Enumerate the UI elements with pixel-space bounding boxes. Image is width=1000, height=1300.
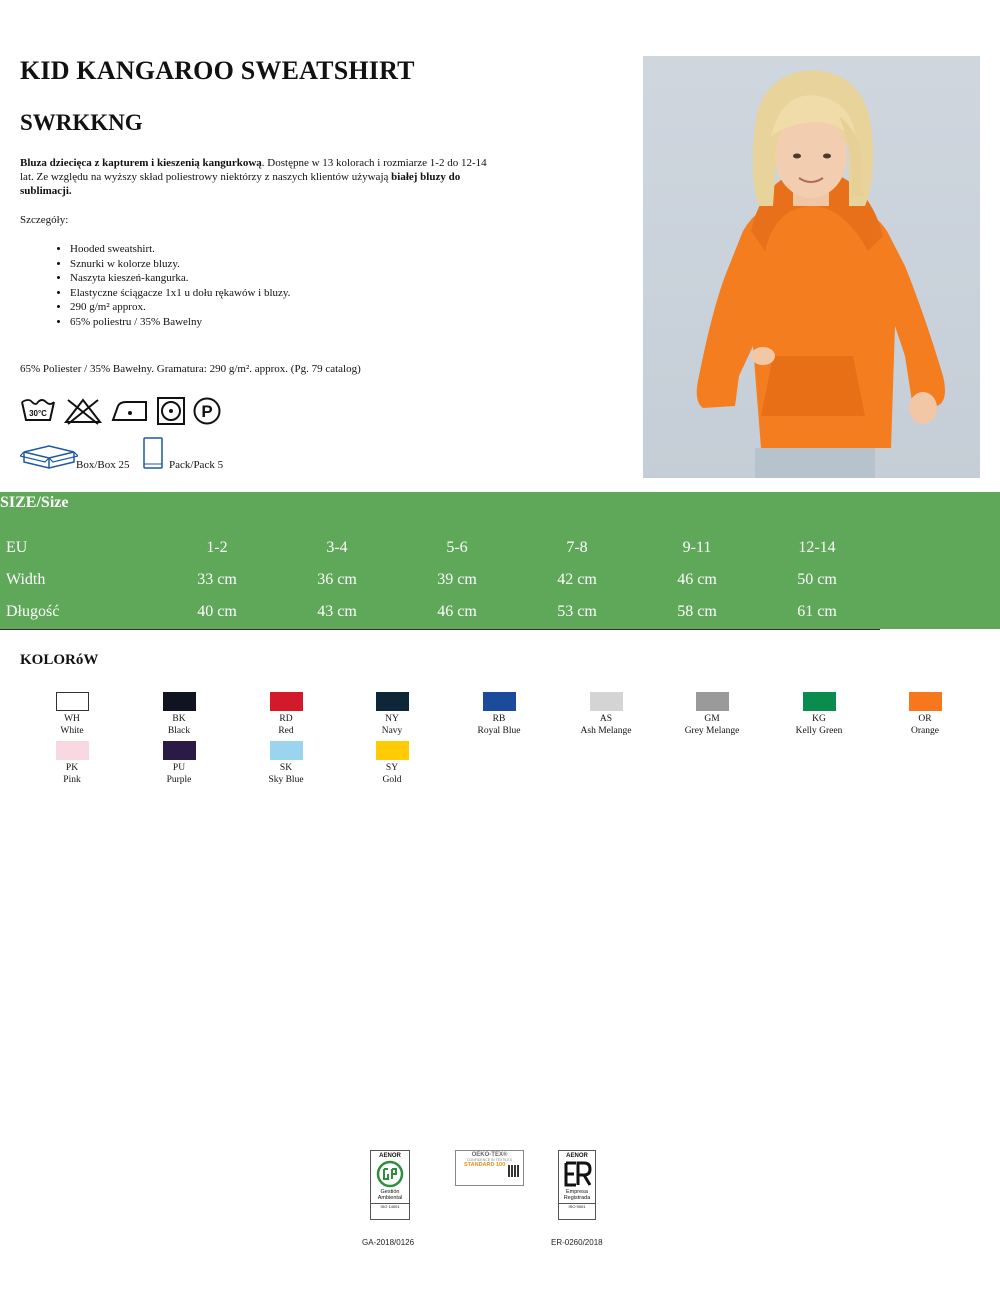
- aenor-er-line2: Registrada: [563, 1195, 591, 1201]
- color-swatch[interactable]: [22, 692, 122, 737]
- color-swatch[interactable]: [449, 692, 549, 737]
- size-cell: 58 cm: [677, 603, 717, 620]
- color-name: Ash Melange: [580, 726, 632, 736]
- er-emblem-icon: [560, 1159, 594, 1189]
- details-label: Szczegóły:: [20, 214, 69, 226]
- pack-icon: [142, 436, 164, 470]
- color-swatch[interactable]: [129, 741, 229, 786]
- color-chip: [376, 692, 409, 711]
- color-chip: [163, 741, 196, 760]
- size-cell: 33 cm: [197, 571, 237, 588]
- wash-30-icon: [20, 396, 56, 426]
- aenor-ga-line2: Ambiental: [377, 1195, 403, 1201]
- size-row-label: Długość: [6, 603, 60, 620]
- oeko-tex-logo: [455, 1150, 524, 1186]
- size-cell: 40 cm: [197, 603, 237, 620]
- description-text: . Dostępne w 13 kolorach i rozmiarze 1-2 do 12-14 lat. Ze względu na wyższy skład poliestrowy niektórzy z naszych klientów używają: [20, 157, 487, 183]
- oeko-brand: OEKO-TEX®: [471, 1152, 508, 1158]
- size-header-cell: 7-8: [566, 539, 588, 556]
- aenor-gestion-ambiental-logo: [370, 1150, 410, 1220]
- size-cell: 36 cm: [317, 571, 357, 588]
- aenor-er-iso: ISO 9001: [559, 1203, 595, 1209]
- color-code: AS: [599, 714, 613, 724]
- size-cell: 39 cm: [437, 571, 477, 588]
- color-name: Grey Melange: [684, 726, 740, 736]
- color-code: SK: [279, 763, 293, 773]
- aenor-er-brand: AENOR: [566, 1153, 588, 1159]
- color-name: Pink: [63, 775, 81, 785]
- color-swatch[interactable]: [236, 741, 336, 786]
- color-swatch[interactable]: [342, 692, 442, 737]
- size-header-cell: 1-2: [206, 539, 228, 556]
- size-cell: 61 cm: [797, 603, 837, 620]
- color-swatch[interactable]: [342, 741, 442, 786]
- size-header-cell: 12-14: [798, 539, 836, 556]
- features-list: [50, 242, 290, 329]
- color-name: Purple: [166, 775, 192, 785]
- iron-low-icon: [110, 396, 150, 426]
- size-table-divider: [0, 629, 880, 630]
- feature-item: • Hooded sweatshirt.: [70, 242, 290, 257]
- aenor-ga-line1: Gestión: [380, 1189, 400, 1195]
- color-code: RB: [492, 714, 506, 724]
- color-chip: [270, 692, 303, 711]
- color-chip: [483, 692, 516, 711]
- aenor-ga-brand: AENOR: [379, 1153, 401, 1159]
- feature-item: • 65% poliestru / 35% Bawelny: [70, 315, 290, 330]
- size-row-label: Width: [6, 571, 46, 588]
- size-table-title: SIZE/Size: [0, 494, 69, 511]
- aenor-empresa-registrada-logo: [558, 1150, 596, 1220]
- size-cell: 42 cm: [557, 571, 597, 588]
- product-code: SWRKKNG: [20, 110, 143, 135]
- feature-item: • Sznurki w kolorze bluzy.: [70, 257, 290, 272]
- size-header-row: [0, 539, 880, 569]
- oeko-tagline: CONFIDENCE IN TEXTILES: [466, 1158, 513, 1162]
- ga-emblem-icon: [372, 1159, 408, 1189]
- color-swatch[interactable]: [129, 692, 229, 737]
- oeko-standard: STANDARD 100: [464, 1162, 506, 1168]
- tumble-dry-low-icon: [156, 396, 186, 426]
- box-icon: [20, 442, 78, 470]
- composition-text: 65% Poliester / 35% Bawełny. Gramatura: 290 g/m². approx. (Pg. 79 catalog): [20, 363, 361, 375]
- dry-clean-p-icon: [192, 396, 222, 426]
- color-code: OR: [918, 714, 932, 724]
- care-icons: [20, 396, 222, 426]
- color-chip: [163, 692, 196, 711]
- pack-label: Pack/Pack 5: [169, 459, 224, 471]
- color-code: KG: [812, 714, 826, 724]
- color-code: GM: [704, 714, 720, 724]
- size-cell: 53 cm: [557, 603, 597, 620]
- color-chip: [56, 692, 89, 711]
- size-header-cell: 5-6: [446, 539, 468, 556]
- color-swatch[interactable]: [662, 692, 762, 737]
- color-code: SY: [385, 763, 399, 773]
- color-chip: [590, 692, 623, 711]
- color-code: BK: [172, 714, 186, 724]
- color-code: WH: [64, 714, 80, 724]
- color-name: Red: [278, 726, 294, 736]
- color-swatch[interactable]: [769, 692, 869, 737]
- product-title: KID KANGAROO SWEATSHIRT: [20, 56, 415, 85]
- aenor-ga-iso: ISO 14001: [371, 1203, 409, 1209]
- color-chip: [696, 692, 729, 711]
- color-name: Sky Blue: [268, 775, 304, 785]
- color-name: Orange: [911, 726, 939, 736]
- size-header-label: EU: [6, 539, 28, 556]
- packaging-info: [20, 436, 280, 472]
- color-code: PU: [172, 763, 186, 773]
- colors-title: KOLORóW: [20, 652, 99, 668]
- size-row-width: [0, 571, 880, 601]
- color-swatch[interactable]: [22, 741, 122, 786]
- color-code: PK: [65, 763, 79, 773]
- no-bleach-icon: [62, 396, 104, 426]
- box-label: Box/Box 25: [76, 459, 130, 471]
- color-swatch[interactable]: [875, 692, 975, 737]
- size-table: [0, 492, 1000, 629]
- color-name: Kelly Green: [795, 726, 843, 736]
- color-chip: [803, 692, 836, 711]
- color-chip: [270, 741, 303, 760]
- svg-text:P: P: [201, 402, 213, 421]
- color-name: Black: [167, 726, 191, 736]
- product-photo: [643, 56, 980, 478]
- description-bold-intro: Bluza dziecięca z kapturem i kieszenią kangurkową: [20, 157, 262, 169]
- color-code: RD: [279, 714, 293, 724]
- svg-text:30°C: 30°C: [29, 409, 47, 418]
- size-header-cell: 9-11: [682, 539, 712, 556]
- color-swatch[interactable]: [236, 692, 336, 737]
- color-chip: [56, 741, 89, 760]
- color-code: NY: [385, 714, 399, 724]
- ga-certificate-number: GA-2018/0126: [362, 1238, 415, 1247]
- child-in-orange-hoodie-image: [643, 56, 980, 478]
- color-chip: [376, 741, 409, 760]
- aenor-er-line1: Empresa: [565, 1189, 588, 1195]
- color-chip: [909, 692, 942, 711]
- color-name: White: [60, 726, 84, 736]
- size-cell: 43 cm: [317, 603, 357, 620]
- description-bold-sublimation: białej bluzy do sublimacji.: [20, 171, 461, 197]
- size-header-cell: 3-4: [326, 539, 348, 556]
- feature-item: • Naszyta kieszeń-kangurka.: [70, 271, 290, 286]
- size-cell: 46 cm: [437, 603, 477, 620]
- feature-item: • 290 g/m² approx.: [70, 300, 290, 315]
- er-certificate-number: ER-0260/2018: [551, 1238, 603, 1247]
- color-swatch[interactable]: [556, 692, 656, 737]
- product-description: [20, 156, 500, 198]
- qr-code-icon: [508, 1165, 520, 1177]
- size-cell: 50 cm: [797, 571, 837, 588]
- size-cell: 46 cm: [677, 571, 717, 588]
- feature-item: • Elastyczne ściągacze 1x1 u dołu rękawów i bluzy.: [70, 286, 290, 301]
- color-name: Navy: [381, 726, 403, 736]
- color-name: Gold: [382, 775, 402, 785]
- color-name: Royal Blue: [477, 726, 521, 736]
